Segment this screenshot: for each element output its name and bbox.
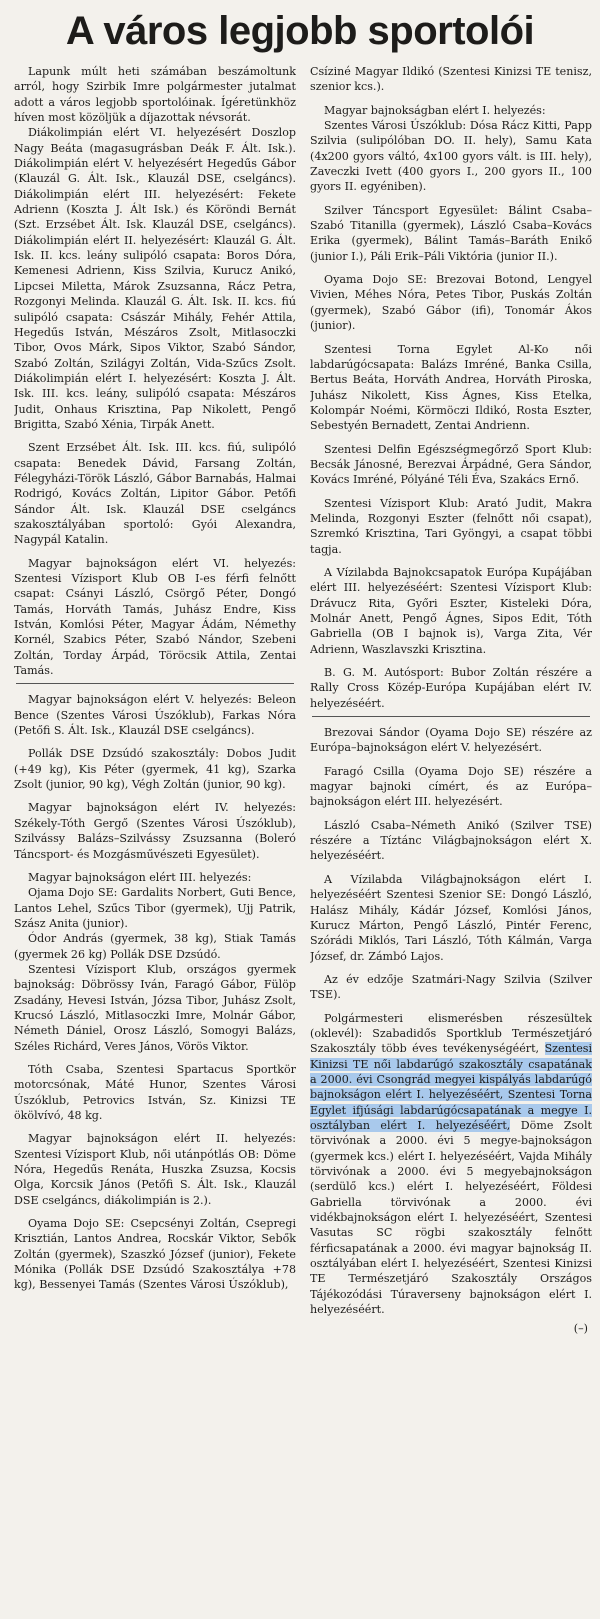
paragraph: Ódor András (gyermek, 38 kg), Stiak Tamás (gyermek 26 kg) Pollák DSE Dzsúdó.: [14, 932, 296, 961]
paragraph: Magyar bajnokságban elért I. helyezés:: [324, 103, 546, 117]
paragraph: Csíziné Magyar Ildikó (Szentesi Kinizsi TE tenisz, szenior kcs.).: [310, 65, 592, 94]
paragraph: B. G. M. Autósport: Bubor Zoltán részére a Rally Cross Közép-Európa Kupájában elért IV. helyezéséért.: [310, 666, 592, 710]
divider: [312, 716, 590, 717]
paragraph: Szilver Táncsport Egyesület: Bálint Csaba–Szabó Titanilla (gyermek), László Csaba–Kovács Erika (gyermek), Bálint Tamás–Baráth Enikő (junior I.), Páli Erik–Páli Viktória (junior II.).: [310, 203, 592, 263]
paragraph: Magyar bajnokságon elért V. helyezés: Beleon Bence (Szentes Városi Úszóklub), Farkas Nóra (Petőfi S. Ált. Isk., Klauzál DSE cselgáncs).: [14, 693, 296, 738]
paragraph: László Csaba–Németh Anikó (Szilver TSE) részére a Tíztánc Világbajnokságon elért X. helyezéséért.: [310, 818, 592, 863]
paragraph: Oyama Dojo SE: Brezovai Botond, Lengyel Vivien, Méhes Nóra, Petes Tibor, Puskás Zoltán (gyermek), Szabó Gábor (ifi), Tonomár Ákos (junior).: [310, 273, 592, 333]
paragraph: Diákolimpián elért VI. helyezésért Doszlop Nagy Beáta (magasugrásban Deák F. Ált. Isk.). Diákolimpián elért V. helyezésért Hegedűs Gábor (Klauzál G. Ált. Isk., Klauzál DSE, cselgáncs). Diákolimpián elért III. helyezésért: Fekete Adrienn (Koszta J. Ált Isk.) és Köröndi Bernát (Szt. Erzsébet Ált. Isk. Klauzál DSE, cselgáncs). Diákolimpián elért II. helyezésért: Klauzál G. Ált. Isk. II. kcs. leány sulipóló csapata: Boros Dóra, Kemenesi Adrienn, Kiss Szilvia, Kurucz Anikó, Lipcsei Miletta, Márok Zsuzsanna, Rácz Petra, Rozgonyi Melinda. Klauzál G. Ált. Isk. II. kcs. fiú sulipóló csapata: Császár Mihály, Fehér Attila, Hegedűs István, Mészáros Zsolt, Mitlasoczki Tibor, Ovos Márk, Sipos Viktor, Szabó Sándor, Szabó Zoltán, Szilágyi Zoltán, Vida-Szűcs Zsolt. Diákolimpián elért I. helyezésért: Koszta J. Ált. Isk. III. kcs. leány, sulipóló csapata: Mészáros Judit, Onhaus Krisztina, Pap Nikolett, Pengő Brigitta, Szabó Xénia, Tirpák Anett.: [14, 126, 296, 431]
paragraph-text: Döme Zsolt törvivónak a 2000. évi 5 megye-bajnokságon (gyermek kcs.) elért I. helyezéséért, Vajda Mihály törvivónak a 2000. évi 5 megyebajnokságon (serdülő kcs.) elért I. helyezéséért, Földesi Gabriella törvivónak a 2000. évi vidékbajnokságon elért I. helyezéséért, Szentesi Vasutas SC rögbi szakosztály felnőtt férficsapatának a 2000. évi magyar bajnokság II. osztályában elért I. helyezéséért, Szentesi Kinizsi TE Természetjáró Szakosztály Országos Tájékozódási Túraverseny bajnokságon elért I. helyezéséért.: [310, 1118, 592, 1317]
paragraph: Lapunk múlt heti számában beszámoltunk arról, hogy Szirbik Imre polgármester jutalmat adott a város legjobb sportolóinak. Ígéretünkhöz híven most közöljük a díjazottak névsorát.: [14, 65, 296, 125]
right-column: [310, 64, 592, 1614]
paragraph: Brezovai Sándor (Oyama Dojo SE) részére az Európa–bajnokságon elért V. helyezésért.: [310, 726, 592, 755]
paragraph: Szentesi Delfin Egészségmegőrző Sport Klub: Becsák Jánosné, Berezvai Árpádné, Gera Sándor, Kovács Imréné, Pólyáné Téli Éva, Szakács Ernő.: [310, 442, 592, 487]
paragraph: Ojama Dojo SE: Gardalits Norbert, Guti Bence, Lantos Lehel, Szűcs Tibor (gyermek), Ujj Patrik, Szász Anita (junior).: [14, 886, 296, 930]
paragraph: Szentesi Torna Egylet Al-Ko női labdarúgócsapata: Balázs Imréné, Banka Csilla, Bertus Beáta, Horváth Andrea, Horváth Piroska, Juhász Nikolett, Kiss Ágnes, Kiss Etelka, Kolompár Noémi, Körmöczi Ildikó, Rosta Eszter, Sebestyén Bernadett, Zentai Andrienn.: [310, 342, 592, 433]
paragraph: Oyama Dojo SE: Csepcsényi Zoltán, Csepregi Krisztián, Lantos Andrea, Rocskár Viktor, Sebők Zoltán (gyermek), Szaszkó József (junior), Fekete Mónika (Pollák DSE Dzsúdó Szakosztálya +78 kg), Bessenyei Tamás (Szentes Városi Úszóklub),: [14, 1217, 296, 1292]
paragraph-text: Polgármesteri elismerésben részesültek (oklevél): Szabadidős Sportklub Természetjáró Szakosztály több éves tevékenységéért,: [310, 1011, 592, 1056]
end-mark: (–): [573, 1322, 588, 1336]
paragraph: Faragó Csilla (Oyama Dojo SE) részére a magyar bajnoki címért, és az Európa–bajnokságon elért III. helyezésért.: [310, 764, 592, 809]
paragraph: Szentesi Vízisport Klub, országos gyermek bajnokság: Döbrössy Iván, Faragó Gábor, Fülöp Zsadány, Hevesi István, Józsa Tibor, Juhász Zsolt, Krucsó László, Mitlasoczki Imre, Molnár Gábor, Németh Dániel, Orosz László, Somogyi Balázs, Széles Richárd, Veres János, Vörös Viktor.: [14, 962, 296, 1053]
article-columns: [14, 64, 592, 1614]
paragraph: Magyar bajnokságon elért VI. helyezés: Szentesi Vízisport Klub OB I-es férfi felnőtt csapat: Csányi László, Csörgő Péter, Dongó Tamás, Horváth Tamás, Juhász Endre, Kiss István, Komlósi Péter, Magyar Ádám, Némethy Kornél, Szabics Péter, Szabó Nándor, Szebeni Zoltán, Torday Árpád, Töröcsik Attila, Zentai Tamás.: [14, 556, 296, 678]
left-column: [14, 64, 296, 1614]
paragraph: Szent Erzsébet Ált. Isk. III. kcs. fiú, sulipóló csapata: Benedek Dávid, Farsang Zoltán, Félegyházi-Török László, Gábor Barnabás, Halmai Rodrigó, Kovács Zoltán, Lipitor Gábor. Petőfi Sándor Ált. Isk. Klauzál DSE cselgáncs szakosztályában sportoló: Gyói Alexandra, Nagypál Katalin.: [14, 441, 296, 547]
paragraph: [310, 1011, 592, 1318]
paragraph: Magyar bajnokságon elért II. helyezés: Szentesi Vízisport Klub, női utánpótlás OB: Döme Nóra, Hegedűs Renáta, Huszka Zsuzsa, Kocsis Olga, Korcsik János (Petőfi S. Ált. Isk., Klauzál DSE cselgáncs, diákolimpián is 2.).: [14, 1132, 296, 1207]
paragraph: A Vízilabda Világbajnokságon elért I. helyezéséért Szentesi Szenior SE: Dongó László, Halász Mihály, Kádár József, Komlósi János, Kurucz Márton, Pengő László, Pintér Ferenc, Szórádi Miklós, Tari László, Tóth Kálmán, Varga József, dr. Zámbó Lajos.: [310, 872, 592, 963]
paragraph: Pollák DSE Dzsúdó szakosztály: Dobos Judit (+49 kg), Kis Péter (gyermek, 41 kg), Szarka Zsolt (junior, 90 kg), Végh Zoltán (junior, 90 kg).: [14, 747, 296, 792]
paragraph: Az év edzője Szatmári-Nagy Szilvia (Szilver TSE).: [310, 972, 592, 1002]
paragraph: A Vízilabda Bajnokcsapatok Európa Kupájában elért III. helyezéséért: Szentesi Vízisport Klub: Drávucz Rita, Győri Eszter, Kisteleki Dóra, Molnár Anett, Pengő Ágnes, Sipos Edit, Tóth Gabriella (OB I bajnok is), Varga Zita, Vér Adrienn, Waszlavszki Krisztina.: [310, 565, 592, 656]
divider: [16, 683, 294, 684]
paragraph: Szentes Városi Úszóklub: Dósa Rácz Kitti, Papp Szilvia (sulipólóban DO. II. hely), Samu Kata (4x200 gyors váltó, 4x100 gyors vált. is III. hely), Zaveczki Ivett (400 gyors I., 200 gyors II., 100 gyors II. egyéniben).: [310, 119, 592, 194]
paragraph: Szentesi Vízisport Klub: Arató Judit, Makra Melinda, Rozgonyi Eszter (felnőtt női csapat), Szremkó Krisztina, Tari Gyöngyi, a csapat többi tagja.: [310, 496, 592, 556]
highlighted-text: Szentesi Kinizsi TE női labdarúgó szakosztály csapatának a 2000. évi Csongrád megyei kispályás labdarúgó bajnokságon elért I. helyezéséért, Szentesi Torna Egylet ifjúsági labdarúgócsapatának a megye I. osztályban elért I. helyezéséért,: [310, 1042, 592, 1132]
paragraph: Magyar bajnokságon elért IV. helyezés: Székely-Tóth Gergő (Szentes Városi Úszóklub), Szilvássy Balázs–Szilvássy Zsuzsanna (Boleró Táncsport- és Mozgásművészeti Egyesület).: [14, 801, 296, 861]
paragraph: Tóth Csaba, Szentesi Spartacus Sportkör motorcsónak, Máté Hunor, Szentes Városi Úszóklub, Petrovics István, Sz. Kinizsi TE ökölvívó, 48 kg.: [14, 1062, 296, 1122]
paragraph: Magyar bajnokságon elért III. helyezés:: [28, 870, 252, 884]
headline: A város legjobb sportolói: [65, 9, 535, 53]
